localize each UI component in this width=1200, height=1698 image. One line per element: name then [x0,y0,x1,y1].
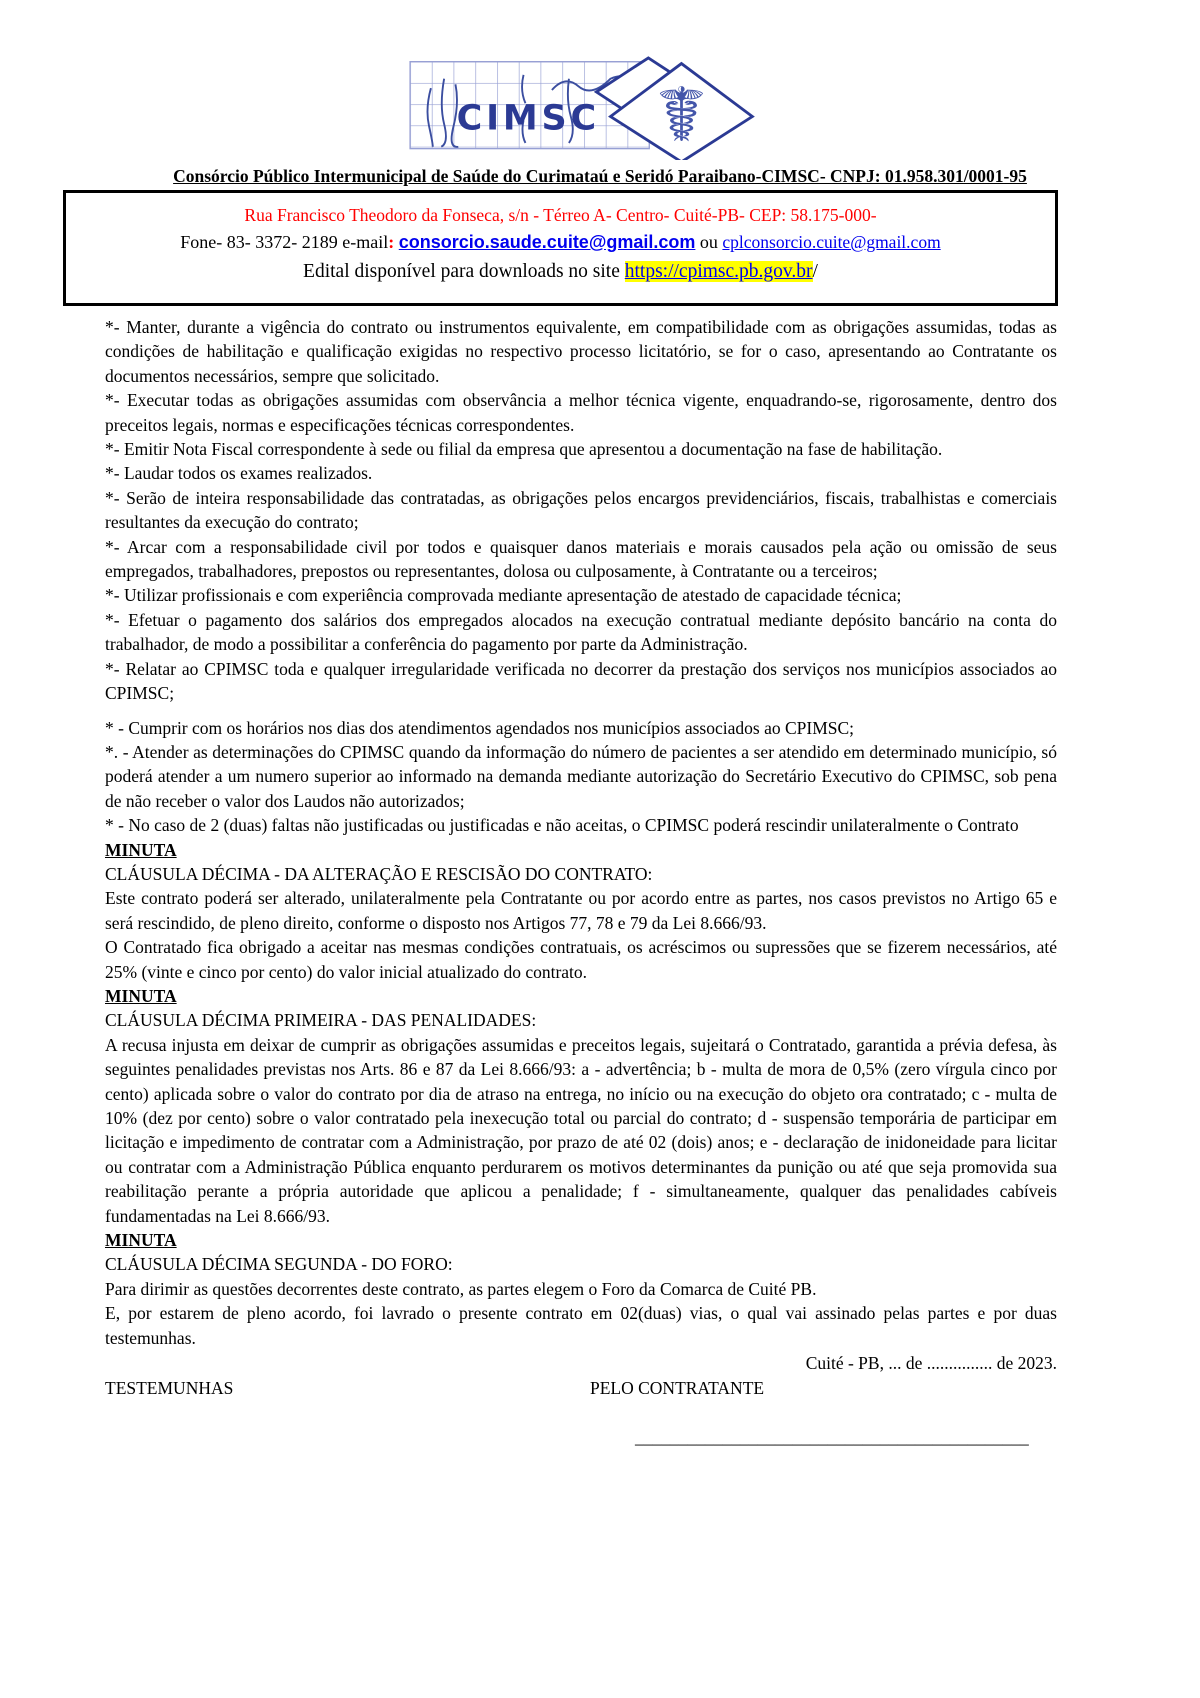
colon-mark: : [388,232,395,252]
primary-email-link[interactable]: consorcio.saude.cuite@gmail.com [398,232,696,252]
document-footer [105,1351,1057,1450]
document-header [0,0,1200,306]
paragraph: *- Laudar todos os exames realizados. [105,463,373,484]
paragraph: *- Emitir Nota Fiscal correspondente à sede ou filial da empresa que apresentou a documentação na fase de habilitação. [105,439,943,460]
contractor-label: PELO CONTRATANTE [590,1378,765,1399]
paragraph: Para dirimir as questões decorrentes deste contrato, as partes elegem o Foro da Comarca de Cuité PB. [105,1278,817,1299]
caduceus-icon: ☤ [656,71,707,160]
paragraph: *- Serão de inteira responsabilidade das contratadas, as obrigações pelos encargos previdenciários, fiscais, trabalhistas e comerciais resultantes da execução do contrato; [105,487,1057,533]
paragraph: E, por estarem de pleno acordo, foi lavrado o presente contrato em 02(duas) vias, o qual vai assinado pelas partes e por duas testemunhas. [105,1303,1057,1348]
paragraph: *- Efetuar o pagamento dos salários dos empregados alocados na execução contratual mediante depósito bancário na conta do trabalhador, de modo a possibilitar a conferência do pagamento por parte da Administração. [105,609,1057,655]
logo-container [0,0,1200,160]
cimsc-logo [400,56,770,160]
witnesses-label: TESTEMUNHAS [105,1378,234,1399]
secondary-email-link[interactable]: cplconsorcio.cuite@gmail.com [722,232,941,252]
paragraph: *. - Atender as determinações do CPIMSC quando da informação do número de pacientes a ser atendido em determinado município, só poderá atender a um numero superior ao informado na demanda mediante autorização do Secretário Executivo do CPIMSC, sob pena de não receber o valor dos Laudos não autorizados; [105,741,1057,811]
paragraph: *- Utilizar profissionais e com experiência comprovada mediante apresentação de atestado de capacidade técnica; [105,585,902,606]
phone-email-line [74,228,1047,257]
ou-text: ou [695,232,723,252]
address-line: Rua Francisco Theodoro da Fonseca, s/n - Térreo A- Centro- Cuité-PB- CEP: 58.175-000- [244,205,877,225]
paragraph: *- Relatar ao CPIMSC toda e qualquer irregularidade verificada no decorrer da prestação dos serviços nos municípios associados ao CPIMSC; [105,658,1057,704]
paragraph: A recusa injusta em deixar de cumprir as obrigações assumidas e preceitos legais, sujeitará o Contratado, garantida a prévia defesa, às seguintes penalidades previstas nos Arts. 86 e 87 da Lei 8.666/93: a - advertência; b - multa de mora de 0,5% (zero vírgula cinco por cento) aplicada sobre o valor do contrato por dia de atraso na entrega, no início ou na execução do objeto ora contratado; c - multa de 10% (dez por cento) sobre o valor contratado pela inexecução total ou parcial do contrato; d - suspensão temporária de participar em licitação e impedimento de contratar com a Administração, por prazo de até 02 (dois) anos; e - declaração de inidoneidade para licitar ou contratar com a Administração Pública enquanto perdurarem os motivos determinantes da punição ou até que seja promovida sua reabilitação perante a própria autoridade que aplicou a penalidade; f - simultaneamente, qualquer das penalidades cabíveis fundamentadas na Lei 8.666/93. [105,1034,1057,1226]
date-line: Cuité - PB, ... de ............... de 2023. [805,1353,1057,1374]
document-title: Consórcio Público Intermunicipal de Saúde do Curimataú e Seridó Paraibano-CIMSC- CNPJ: 01.958.301/0001-95 [173,166,1027,186]
paragraph: * - No caso de 2 (duas) faltas não justificadas ou justificadas e não aceitas, o CPIMSC poderá rescindir unilateralmente o Contrato [105,815,1019,836]
phone-label: Fone- 83- 3372- 2189 e-mail [180,232,389,252]
edital-site-link[interactable]: https://cpimsc.pb.gov.br [624,261,813,282]
paragraph: CLÁUSULA DÉCIMA PRIMEIRA - DAS PENALIDADES: [105,1010,537,1031]
minuta-heading: MINUTA [105,839,177,860]
edital-line [74,257,1047,287]
minuta-heading: MINUTA [105,1230,177,1251]
edital-slash: / [812,261,818,282]
paragraph: CLÁUSULA DÉCIMA SEGUNDA - DO FORO: [105,1254,453,1275]
logo-text: CIMSC [456,98,600,139]
paragraph: *- Executar todas as obrigações assumidas com observância a melhor técnica vigente, enquadrando-se, rigorosamente, dentro dos preceitos legais, normas e especificações técnicas correspondentes. [105,390,1057,435]
paragraph: * - Cumprir com os horários nos dias dos atendimentos agendados nos municípios associados ao CPIMSC; [105,717,855,738]
paragraph: *- Arcar com a responsabilidade civil por todos e quaisquer danos materiais e morais causados pela ação ou omissão de seus empregados, trabalhadores, prepostos ou representantes, dolosa ou culposamente, à Contratante ou a terceiros; [105,536,1057,582]
signature-line: _____________________________________________ [635,1427,1029,1448]
edital-text: Edital disponível para downloads no site [303,261,625,282]
minuta-heading: MINUTA [105,985,177,1006]
paragraph: CLÁUSULA DÉCIMA - DA ALTERAÇÃO E RESCISÃO DO CONTRATO: [105,863,653,884]
signature-labels-row [105,1376,1057,1401]
contact-info-box [63,190,1058,306]
paragraph: O Contratado fica obrigado a aceitar nas mesmas condições contratuais, os acréscimos ou supressões que se fizerem necessários, até 25% (vinte e cinco por cento) do valor inicial atualizado do contrato. [105,937,1057,982]
body-paragraphs [105,315,1057,1350]
paragraph: *- Manter, durante a vigência do contrato ou instrumentos equivalente, em compatibilidade com as obrigações assumidas, todas as condições de habilitação e qualificação exigidas no respectivo processo licitatório, se for o caso, apresentando ao Contratante os documentos necessários, sempre que solicitado. [105,317,1057,386]
paragraph: Este contrato poderá ser alterado, unilateralmente pela Contratante ou por acordo entre as partes, nos casos previstos no Artigo 65 e será rescindido, de pleno direito, conforme o disposto nos Artigos 77, 78 e 79 da Lei 8.666/93. [105,888,1057,933]
